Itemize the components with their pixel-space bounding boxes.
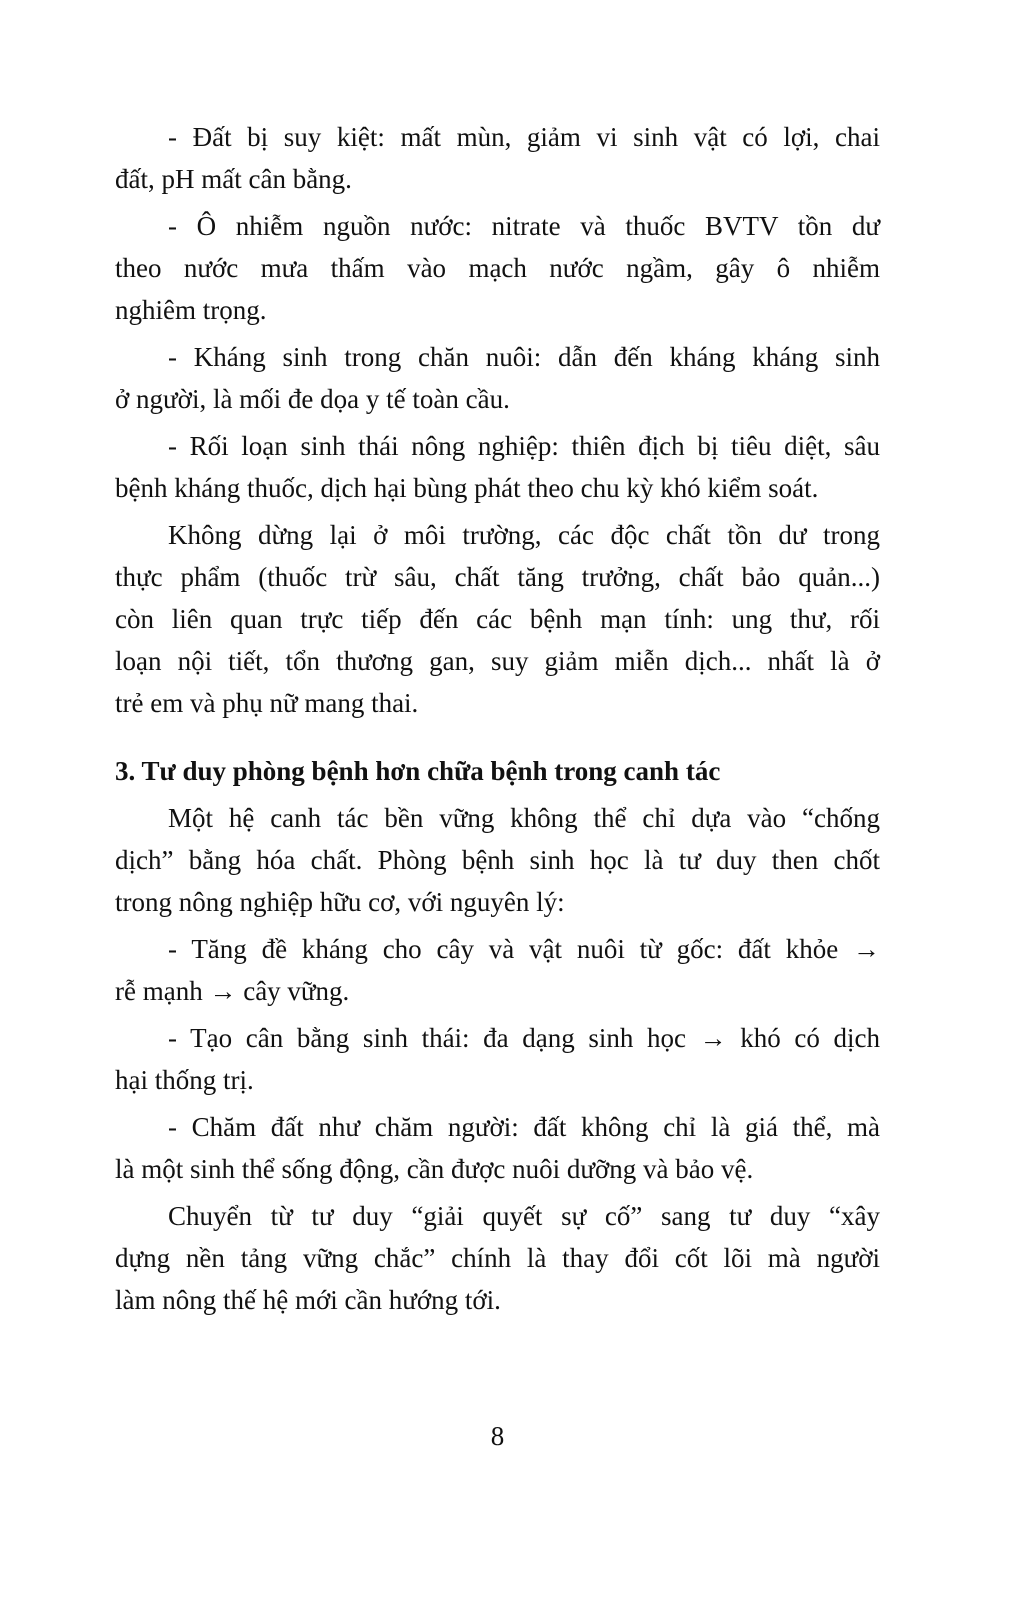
paragraph [115, 425, 880, 509]
text-line: - Tăng đề kháng cho cây và vật nuôi từ gốc: đất khỏe → [168, 934, 880, 964]
text-line: - Rối loạn sinh thái nông nghiệp: thiên địch bị tiêu diệt, sâu [168, 431, 880, 461]
text-line: dựng nền tảng vững chắc” chính là thay đổi cốt lõi mà người [115, 1243, 880, 1273]
paragraph [115, 1017, 880, 1101]
paragraph [115, 797, 880, 923]
page-body [115, 116, 880, 1321]
text-line: Chuyển từ tư duy “giải quyết sự cố” sang tư duy “xây [168, 1201, 880, 1231]
text-line: là một sinh thể sống động, cần được nuôi dưỡng và bảo vệ. [115, 1154, 754, 1184]
paragraph [115, 1106, 880, 1190]
text-line: trẻ em và phụ nữ mang thai. [115, 688, 419, 718]
text-line: bệnh kháng thuốc, dịch hại bùng phát theo chu kỳ khó kiểm soát. [115, 473, 819, 503]
text-line: Một hệ canh tác bền vững không thể chỉ dựa vào “chống [168, 803, 880, 833]
text-line: - Ô nhiễm nguồn nước: nitrate và thuốc BVTV tồn dư [168, 211, 880, 241]
paragraph [115, 928, 880, 1012]
text-line: làm nông thế hệ mới cần hướng tới. [115, 1285, 501, 1315]
text-line: thực phẩm (thuốc trừ sâu, chất tăng trưởng, chất bảo quản...) [115, 562, 880, 592]
text-line: - Tạo cân bằng sinh thái: đa dạng sinh học → khó có dịch [168, 1023, 880, 1053]
text-line: loạn nội tiết, tổn thương gan, suy giảm miễn dịch... nhất là ở [115, 646, 880, 676]
text-line: dịch” bằng hóa chất. Phòng bệnh sinh học là tư duy then chốt [115, 845, 880, 875]
text-line: hại thống trị. [115, 1065, 254, 1095]
text-line: còn liên quan trực tiếp đến các bệnh mạn tính: ung thư, rối [115, 604, 880, 634]
section-heading: 3. Tư duy phòng bệnh hơn chữa bệnh trong canh tác [115, 756, 721, 786]
text-line: rễ mạnh → cây vững. [115, 976, 350, 1006]
paragraph [115, 514, 880, 724]
paragraphs-after-heading [115, 797, 880, 1321]
text-line: - Chăm đất như chăm người: đất không chỉ là giá thể, mà [168, 1112, 880, 1142]
paragraph [115, 1195, 880, 1321]
text-line: nghiêm trọng. [115, 295, 267, 325]
paragraphs-before-heading [115, 116, 880, 724]
paragraph [115, 336, 880, 420]
text-line: - Kháng sinh trong chăn nuôi: dẫn đến kháng kháng sinh [168, 342, 880, 372]
text-line: đất, pH mất cân bằng. [115, 164, 352, 194]
page-number: 8 [490, 1421, 505, 1451]
paragraph [115, 116, 880, 200]
text-line: Không dừng lại ở môi trường, các độc chất tồn dư trong [168, 520, 880, 550]
text-line: trong nông nghiệp hữu cơ, với nguyên lý: [115, 887, 565, 917]
text-line: theo nước mưa thấm vào mạch nước ngầm, gây ô nhiễm [115, 253, 880, 283]
text-line: - Đất bị suy kiệt: mất mùn, giảm vi sinh vật có lợi, chai [168, 122, 880, 152]
paragraph [115, 205, 880, 331]
text-line: ở người, là mối đe dọa y tế toàn cầu. [115, 384, 510, 414]
